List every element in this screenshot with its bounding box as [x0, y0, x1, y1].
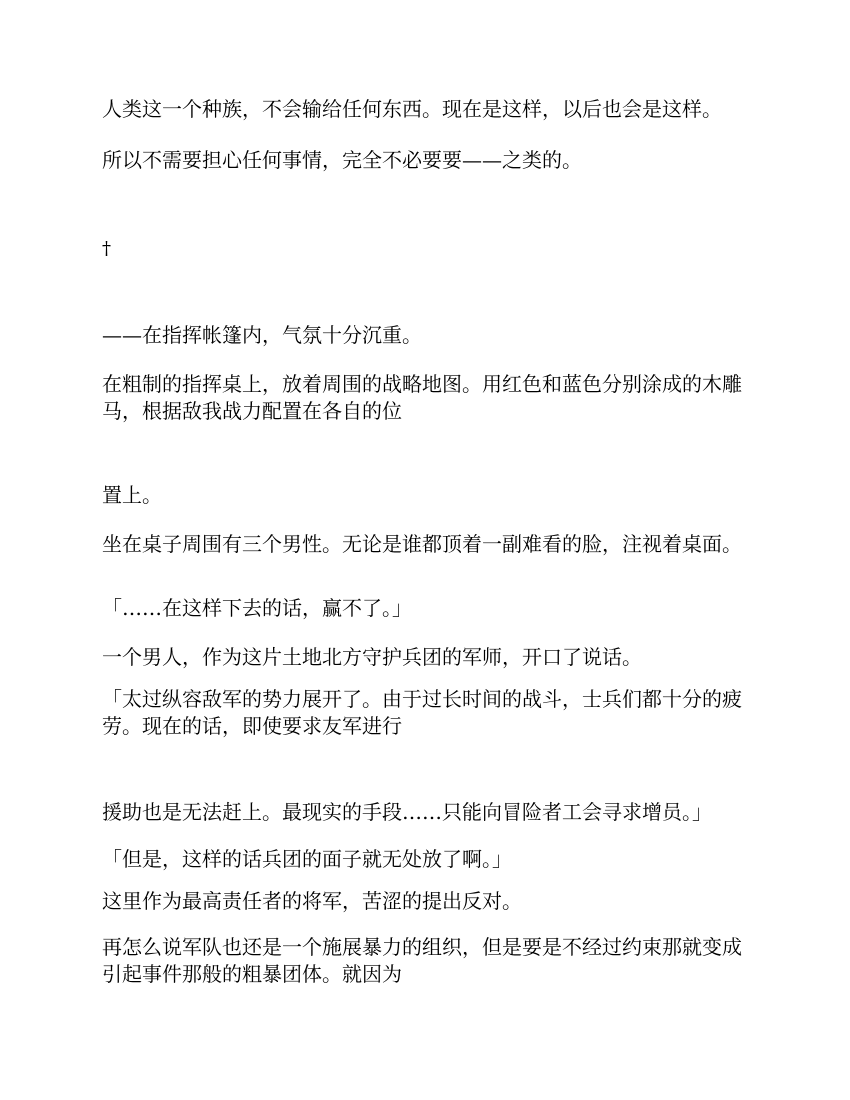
paragraph-9: 「太过纵容敌军的势力展开了。由于过长时间的战斗，士兵们都十分的疲劳。现在的话，即使要求友军进行: [102, 687, 742, 738]
paragraph-13: 再怎么说军队也还是一个施展暴力的组织，但是要是不经过约束那就变成引起事件那般的粗暴团体。就因为: [102, 935, 742, 986]
paragraph-11: 「但是，这样的话兵团的面子就无处放了啊。」: [102, 847, 512, 871]
paragraph-8: 一个男人，作为这片土地北方守护兵团的军师，开口了说话。: [102, 645, 642, 669]
paragraph-7: 「……在这样下去的话，赢不了。」: [102, 596, 412, 620]
paragraph-4: 在粗制的指挥桌上，放着周围的战略地图。用红色和蓝色分别涂成的木雕马，根据敌我战力配置在各自的位: [102, 372, 742, 423]
paragraph-5: 置上。: [102, 483, 162, 507]
paragraph-1: 人类这一个种族，不会输给任何东西。现在是这样，以后也会是这样。: [102, 97, 722, 121]
section-separator: †: [102, 238, 111, 259]
paragraph-6: 坐在桌子周围有三个男性。无论是谁都顶着一副难看的脸，注视着桌面。: [102, 532, 742, 556]
paragraph-10: 援助也是无法赶上。最现实的手段……只能向冒险者工会寻求增员。」: [102, 800, 712, 824]
paragraph-12: 这里作为最高责任者的将军，苦涩的提出反对。: [102, 889, 522, 913]
paragraph-3: ——在指挥帐篷内，气氛十分沉重。: [102, 323, 422, 347]
paragraph-2: 所以不需要担心任何事情，完全不必要要——之类的。: [102, 148, 582, 172]
